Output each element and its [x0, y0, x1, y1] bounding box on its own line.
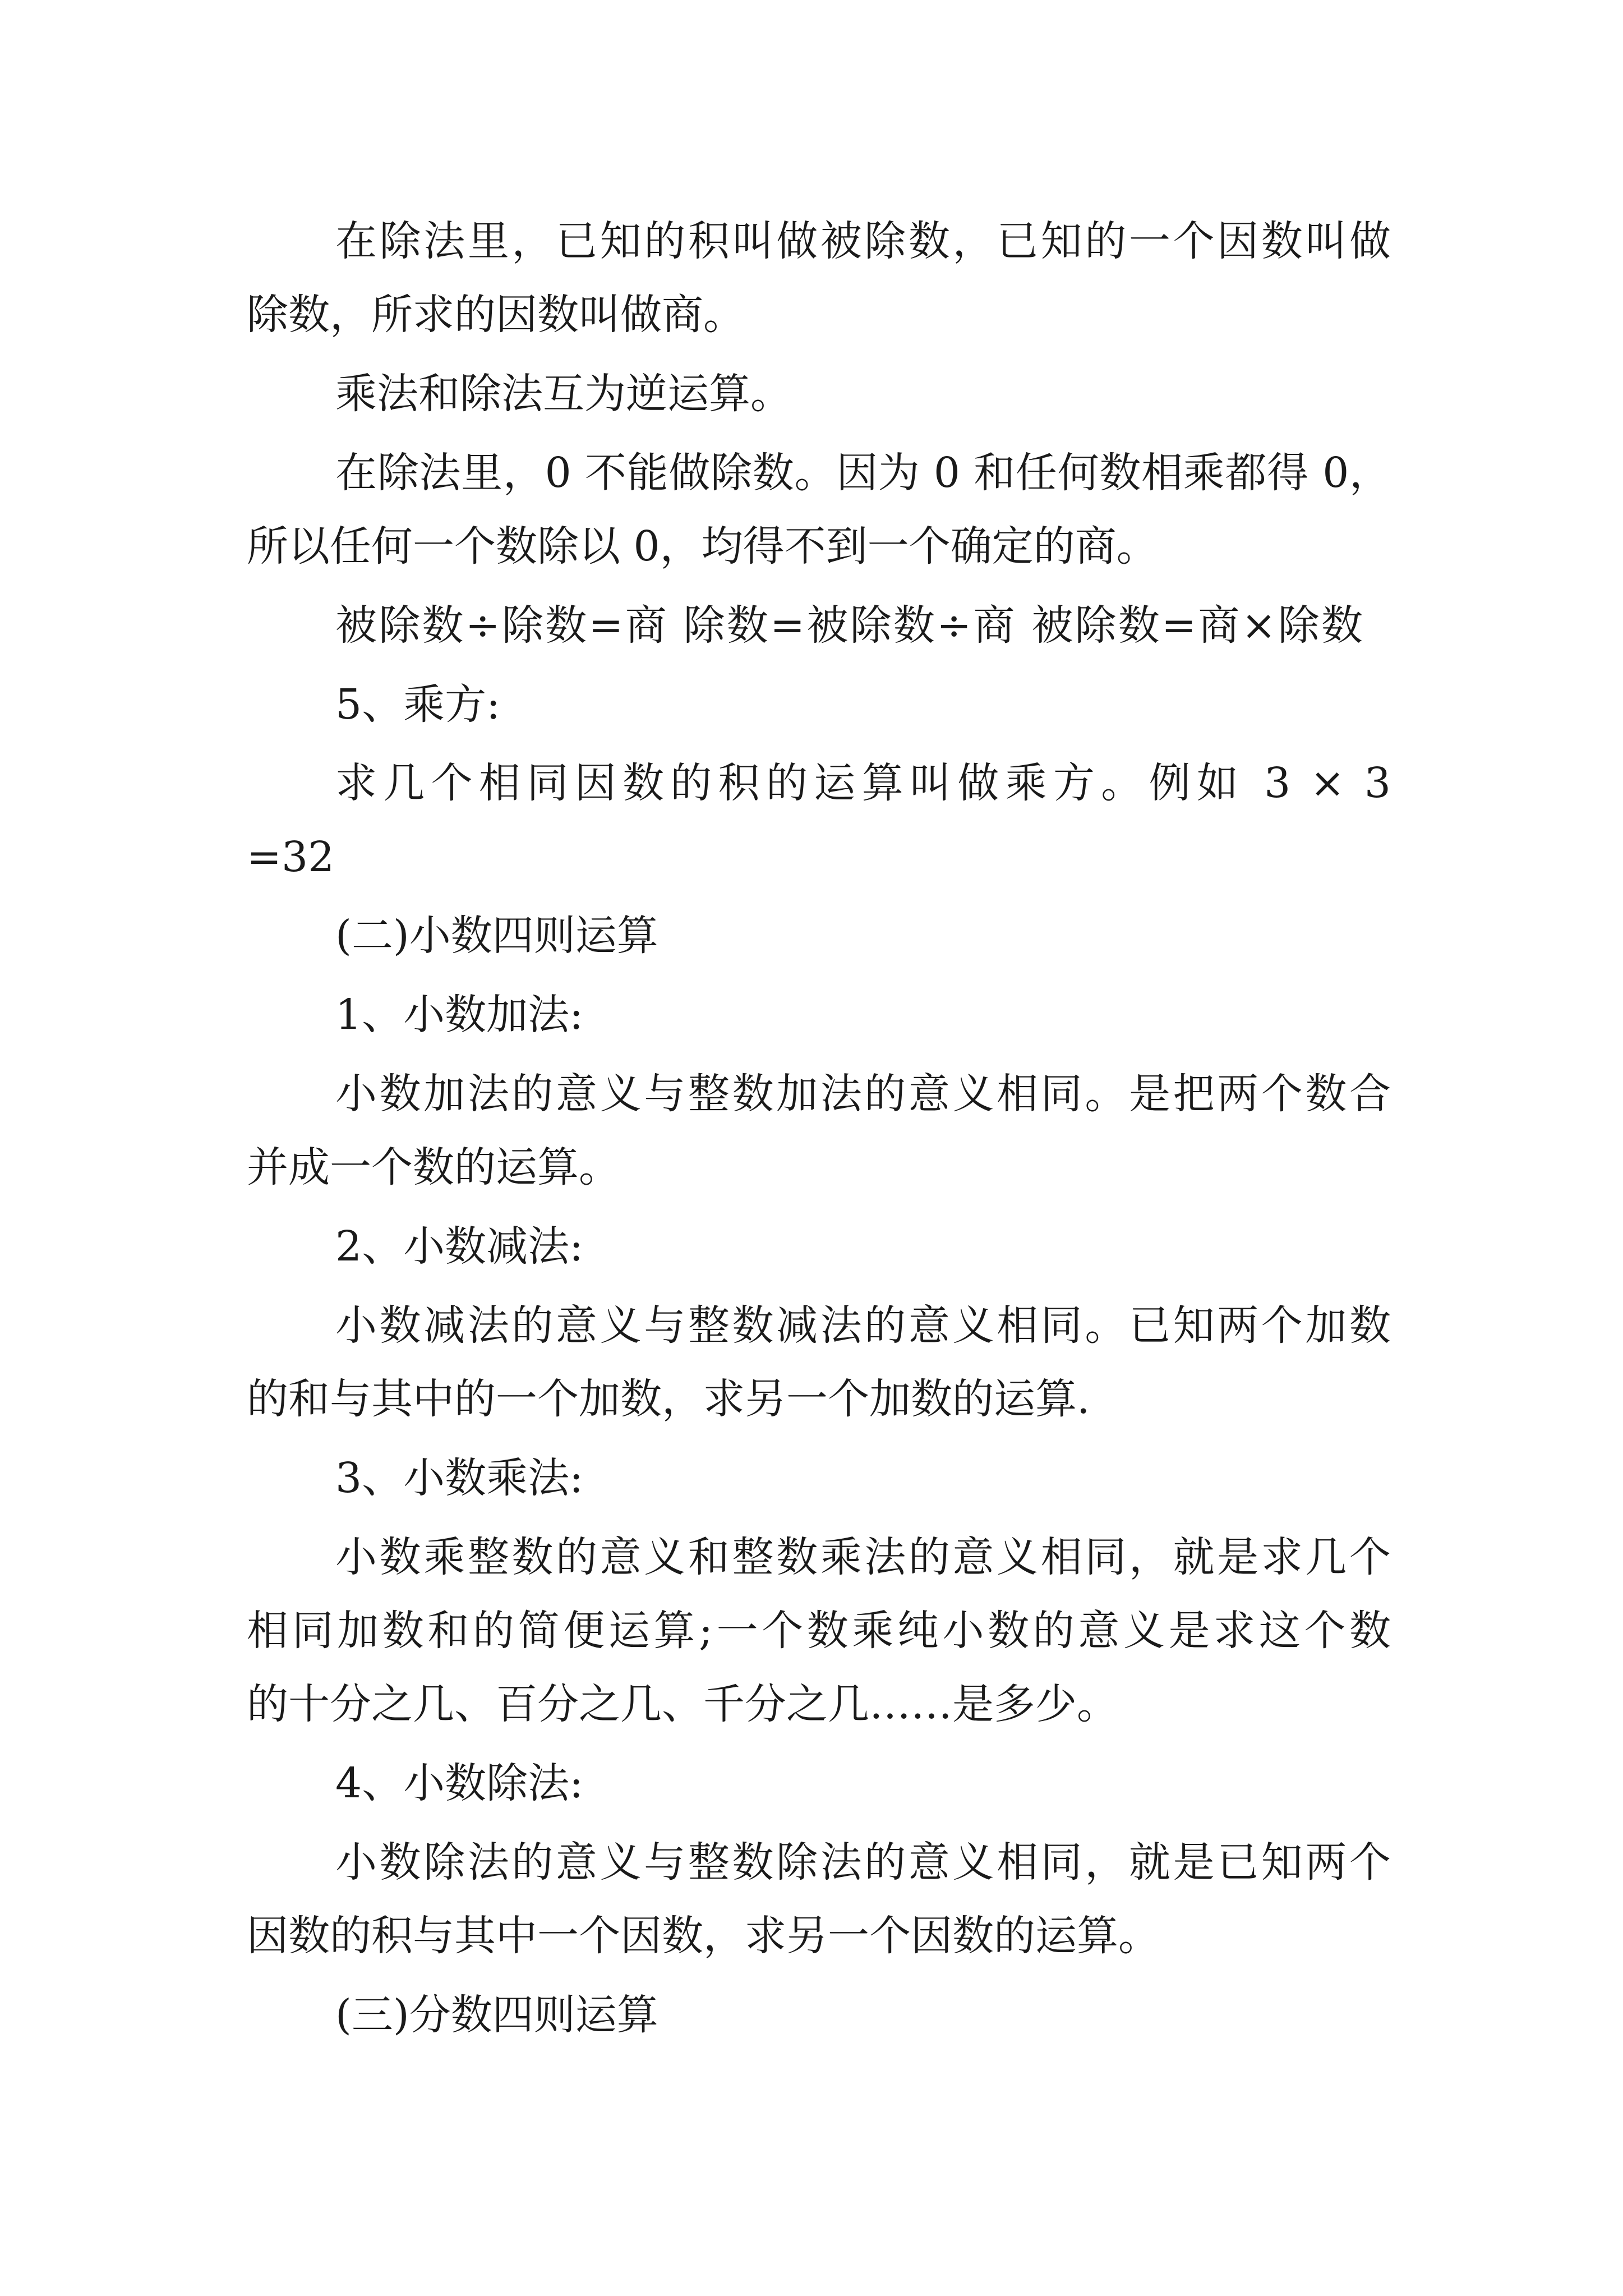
text-line: 小数乘整数的意义和整数乘法的意义相同，就是求几个 — [335, 1533, 1391, 1581]
text-line: 求几个相同因数的积的运算叫做乘方。例如 3 × 3 — [335, 759, 1391, 807]
text-line: 所以任何一个数除以 0，均得不到一个确定的商。 — [247, 522, 1158, 570]
section-heading: 5、乘方: — [335, 680, 501, 729]
text-line: 乘法和除法互为逆运算。 — [335, 370, 792, 418]
text-line: 的十分之几、百分之几、千分之几……是多少。 — [247, 1680, 1118, 1728]
section-heading: 1、小数加法: — [335, 991, 584, 1039]
text-line: 因数的积与其中一个因数，求另一个因数的运算。 — [247, 1912, 1160, 1960]
section-heading: 3、小数乘法: — [335, 1454, 584, 1502]
text-line: 小数减法的意义与整数减法的意义相同。已知两个加数 — [335, 1301, 1391, 1350]
text-line: 的和与其中的一个加数，求另一个加数的运算. — [247, 1375, 1090, 1423]
text-line: 小数加法的意义与整数加法的意义相同。是把两个数合 — [335, 1070, 1391, 1118]
formula-line: 被除数÷除数=商 除数=被除数÷商 被除数=商×除数 — [335, 601, 1363, 650]
section-heading: 2、小数减法: — [335, 1222, 584, 1271]
text-line: 小数除法的意义与整数除法的意义相同，就是已知两个 — [335, 1838, 1391, 1887]
text-line: 在除法里，已知的积叫做被除数，已知的一个因数叫做 — [335, 217, 1391, 265]
section-heading: (二)小数四则运算 — [335, 912, 658, 960]
text-line: 在除法里，0 不能做除数。因为 0 和任何数相乘都得 0， — [335, 449, 1391, 497]
section-heading: 4、小数除法: — [335, 1759, 584, 1807]
text-line: 除数，所求的因数叫做商。 — [247, 291, 745, 339]
section-heading: (三)分数四则运算 — [335, 1991, 658, 2039]
text-line: =32 — [247, 833, 335, 881]
text-line: 并成一个数的运算。 — [247, 1143, 620, 1191]
text-line: 相同加数和的简便运算;一个数乘纯小数的意义是求这个数 — [247, 1607, 1391, 1655]
